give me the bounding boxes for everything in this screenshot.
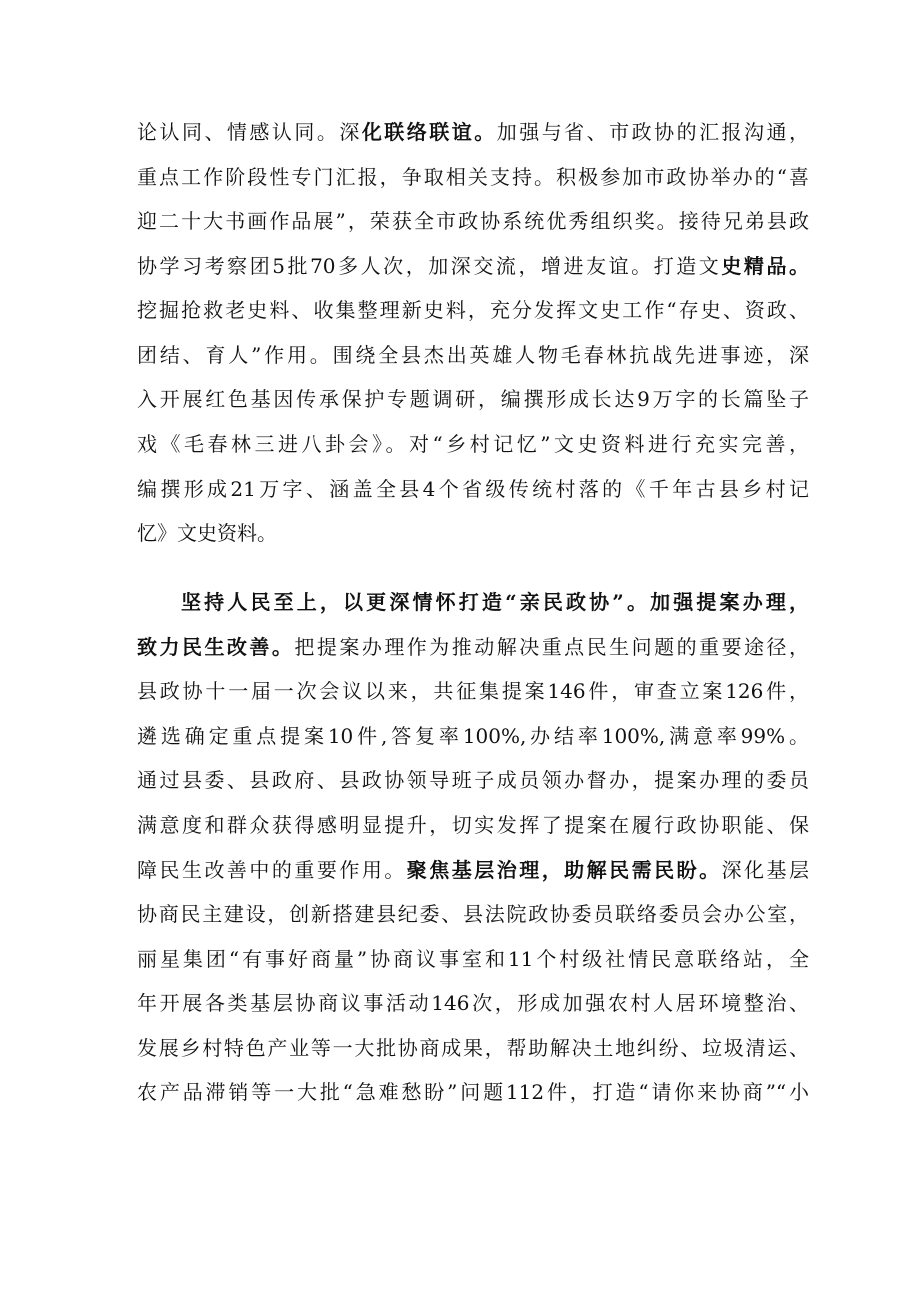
body-text: 协商民主建设，创新搭建县纪委、县法院政协委员联络委员会办公室， xyxy=(137,902,809,926)
body-text: 农产品滞销等一大批“急难愁盼”问题112件，打造“请你来协商”“小 xyxy=(137,1080,809,1104)
text-line xyxy=(137,721,809,751)
text-line xyxy=(137,1077,809,1107)
body-text: 团结、育人”作用。围绕全县杰出英雄人物毛春林抗战先进事迹，深 xyxy=(137,343,809,367)
text-line xyxy=(137,295,809,325)
text-line xyxy=(137,474,809,504)
text-line xyxy=(137,162,809,192)
text-line xyxy=(137,340,809,370)
text-line xyxy=(137,944,809,974)
text-line xyxy=(137,206,809,236)
body-text: 迎二十大书画作品展”，荣获全市政协系统优秀组织奖。接待兄弟县政 xyxy=(137,209,809,233)
body-text: 加强与省、市政协的汇报沟通， xyxy=(496,120,810,144)
body-text: 丽星集团“有事好商量”协商议事室和11个村级社情民意联络站，全 xyxy=(137,947,809,971)
body-text: 戏《毛春林三进八卦会》。对“乡村记忆”文史资料进行充实完善， xyxy=(137,432,809,456)
text-line xyxy=(137,518,277,548)
bold-heading-text: 坚持人民至上，以更深情怀打造“亲民政协”。加强提案办理， xyxy=(181,590,809,614)
text-line xyxy=(137,855,809,885)
text-line xyxy=(137,429,809,459)
text-line xyxy=(137,117,809,147)
bold-heading-text: 史精品。 xyxy=(721,254,809,278)
text-line xyxy=(137,765,809,795)
bold-heading-text: 致力民生改善。 xyxy=(137,635,295,659)
body-text: 发展乡村特色产业等一大批协商成果，帮助解决土地纠纷、垃圾清运、 xyxy=(137,1036,809,1060)
body-text: 挖掘抢救老史料、收集整理新史料，充分发挥文史工作“存史、资政、 xyxy=(137,298,809,322)
bold-heading-text: 化联络联谊。 xyxy=(361,120,497,144)
text-line xyxy=(137,810,809,840)
body-text: 年开展各类基层协商议事活动146次，形成加强农村人居环境整治、 xyxy=(137,991,809,1015)
body-text: 忆》文史资料。 xyxy=(137,521,277,545)
text-line xyxy=(137,899,809,929)
body-text: 障民生改善中的重要作用。 xyxy=(137,858,407,882)
body-text: 编撰形成21万字、涵盖全县4个省级传统村落的《千年古县乡村记 xyxy=(137,477,809,501)
body-text: 协学习考察团5批70多人次，加深交流，增进友谊。打造文 xyxy=(137,254,722,278)
bold-heading-text: 聚焦基层治理，助解民需民盼。 xyxy=(406,858,722,882)
body-text: 满意度和群众获得感明显提升，切实发挥了提案在履行政协职能、保 xyxy=(137,813,809,837)
text-line xyxy=(137,632,809,662)
body-text: 把提案办理作为推动解决重点民生问题的重要途径， xyxy=(294,635,810,659)
body-text: 遴选确定重点提案10件,答复率100%,办结率100%,满意率99%。 xyxy=(137,724,809,748)
text-line xyxy=(137,251,809,281)
body-text: 论认同、情感认同。深 xyxy=(137,120,362,144)
body-text: 通过县委、县政府、县政协领导班子成员领办督办，提案办理的委员 xyxy=(137,768,809,792)
body-text: 重点工作阶段性专门汇报，争取相关支持。积极参加市政协举办的“喜 xyxy=(137,165,809,189)
paragraph-first-line xyxy=(181,587,809,617)
text-line xyxy=(137,1033,809,1063)
text-line xyxy=(137,384,809,414)
document-body xyxy=(137,0,809,1301)
text-line xyxy=(137,676,809,706)
body-text: 县政协十一届一次会议以来，共征集提案146件，审查立案126件， xyxy=(137,679,809,703)
body-text: 入开展红色基因传承保护专题调研，编撰形成长达9万字的长篇坠子 xyxy=(137,387,809,411)
body-text: 深化基层 xyxy=(721,858,810,882)
text-line xyxy=(137,988,809,1018)
